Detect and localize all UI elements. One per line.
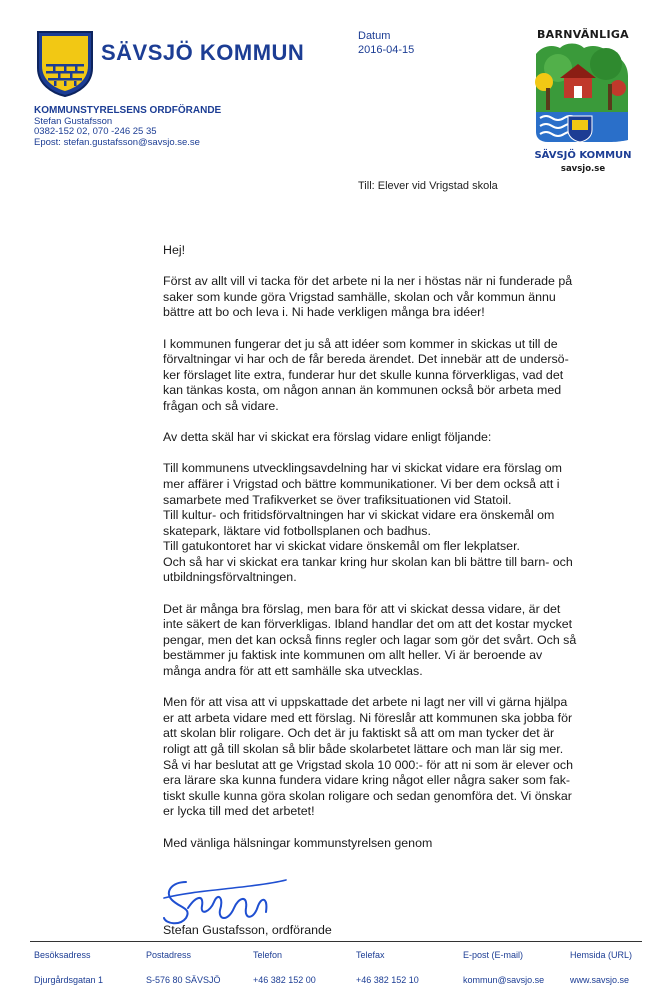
text-line: utbildningsförvaltningen.	[163, 570, 297, 585]
text-line: I kommunen fungerar det ju så att idéer som kommer in skickas ut till de	[163, 336, 558, 351]
text-line: Så vi har beslutat att ge Vrigstad skola 10 000:- för att ni som är elever och	[163, 757, 574, 772]
municipality-name: SÄVSJÖ KOMMUN	[101, 40, 305, 65]
text-line: kan tänkas kosta, om någon annan än kommunen också bör arbeta med	[163, 383, 562, 398]
date-block	[358, 29, 414, 57]
footer-label-post: Postadress	[146, 950, 192, 960]
sender-title: KOMMUNSTYRELSENS ORDFÖRANDE	[34, 105, 222, 116]
text-line: inte säkert de kan förverkligas. Ibland handlar det om att det kostar mycket	[163, 617, 573, 632]
footer-visit-address: Djurgårdsgatan 1	[34, 975, 104, 985]
footer-label-web: Hemsida (URL)	[570, 950, 633, 960]
text-line: bestämmer ju faktisk inte kommunen om allt heller. Vi är beroende av	[163, 648, 543, 663]
footer-label-fax: Telefax	[356, 950, 385, 960]
footer-email-link[interactable]: kommun@savsjo.se	[463, 975, 545, 985]
letter-body	[163, 243, 663, 867]
text-line: att skolan blir roligare. Och det är ju faktiskt så att om man tycker det är	[163, 726, 555, 741]
footer-website-link[interactable]: www.savsjo.se	[570, 975, 630, 985]
text-line: tiskt skulle kunna göra skolan roligare och sedan genomföra det. Vi önskar	[163, 788, 572, 803]
signer-name: Stefan Gustafsson, ordförande	[163, 923, 332, 937]
text-line: samarbete med Trafikverket se över trafiksituationen vid Statoil.	[163, 492, 512, 507]
text-line: frågan och så vidare.	[163, 398, 279, 413]
text-line: er att arbeta vidare med ett förslag. Ni föreslår att kommunen ska jobba för	[163, 710, 573, 725]
text-line: ker förslaget lite extra, funderar hur det skulle kunna förverkligas, vad det	[163, 367, 564, 382]
paragraph-caveat	[163, 602, 663, 680]
text-line: Till kultur- och fritidsförvaltningen har vi skickat vidare era önskemål om	[163, 508, 555, 523]
text-line: Med vänliga hälsningar kommunstyrelsen genom	[163, 835, 433, 850]
text-line: Det är många bra förslag, men bara för att vi skickat dessa vidare, är det	[163, 601, 561, 616]
text-line: Först av allt vill vi tacka för det arbete ni la ner i höstas när ni funderade på	[163, 274, 573, 289]
text-line: förvaltningar vi har och de får bereda ärendet. Det innebär att de undersö-	[163, 352, 569, 367]
text-line: många andra för att ett samhälle ska utvecklas.	[163, 664, 423, 679]
text-line: er lycka till med det arbetet!	[163, 804, 315, 819]
municipality-crest-icon	[36, 30, 94, 98]
footer-divider	[30, 941, 642, 942]
footer-post-address: S-576 80 SÄVSJÖ	[146, 975, 221, 985]
text-line: Till kommunens utvecklingsavdelning har vi skickat vidare era förslag om	[163, 461, 562, 476]
badge-name-text: SÄVSJÖ KOMMUN	[534, 150, 632, 161]
text-line: bättre att bo och leva i. Ni hade verkligen många bra idéer!	[163, 305, 485, 320]
text-line: roligt att gå till skolan så blir både skolarbetet lättare och man lär sig mer.	[163, 742, 564, 756]
date-value: 2016-04-15	[358, 44, 415, 56]
footer-label-phone: Telefon	[253, 950, 283, 960]
footer-label-email: E-post (E-mail)	[463, 950, 524, 960]
badge-top-text: BARNVÄNLIGA	[536, 28, 630, 41]
child-friendly-logo	[528, 24, 638, 176]
recipient-line: Till: Elever vid Vrigstad skola	[358, 180, 498, 192]
text-line: Av detta skäl har vi skickat era förslag vidare enligt följande:	[163, 430, 492, 445]
paragraph-forwarding-intro	[163, 430, 663, 446]
text-line: mer affärer i Vrigstad och bättre kommunikationer. Vi ber dem också att i	[163, 476, 560, 491]
footer-fax: +46 382 152 10	[356, 975, 419, 985]
text-line: era lärare ska kunna fundera vidare kring något eller några saker som fak-	[163, 773, 571, 788]
badge-site-text: savsjo.se	[560, 164, 606, 174]
text-line: skatepark, läktare vid fotbollsplanen och badhus.	[163, 523, 431, 538]
text-line: Och så har vi skickat era tankar kring hur skolan kan bli bättre till barn- och	[163, 554, 573, 569]
paragraph-closing	[163, 836, 663, 852]
text-line: Men för att visa att vi uppskattade det arbete ni lagt ner vill vi gärna hjälpa	[163, 695, 568, 710]
paragraph-forwarding-list	[163, 461, 663, 586]
paragraph-process	[163, 337, 663, 415]
text-line: Till gatukontoret har vi skickat vidare önskemål om fler lekplatser.	[163, 539, 520, 554]
text-line: saker som kunde göra Vrigstad samhälle, skolan och vår kommun ännu	[163, 289, 556, 304]
footer-phone: +46 382 152 00	[253, 975, 316, 985]
sender-name: Stefan Gustafsson	[34, 115, 113, 127]
footer-label-visit: Besöksadress	[34, 950, 91, 960]
paragraph-thanks	[163, 274, 663, 321]
sender-block	[34, 106, 221, 148]
date-label: Datum	[358, 30, 391, 42]
sender-phone: 0382-152 02, 070 -246 25 35	[34, 126, 157, 137]
sender-email[interactable]: Epost: stefan.gustafsson@savsjo.se.se	[34, 136, 200, 148]
text-line: pengar, men det kan också finns regler och lagar som gör det svårt. Och så	[163, 632, 577, 647]
paragraph-grant	[163, 695, 663, 820]
paragraph-greeting	[163, 243, 663, 259]
text-line: Hej!	[163, 243, 186, 257]
